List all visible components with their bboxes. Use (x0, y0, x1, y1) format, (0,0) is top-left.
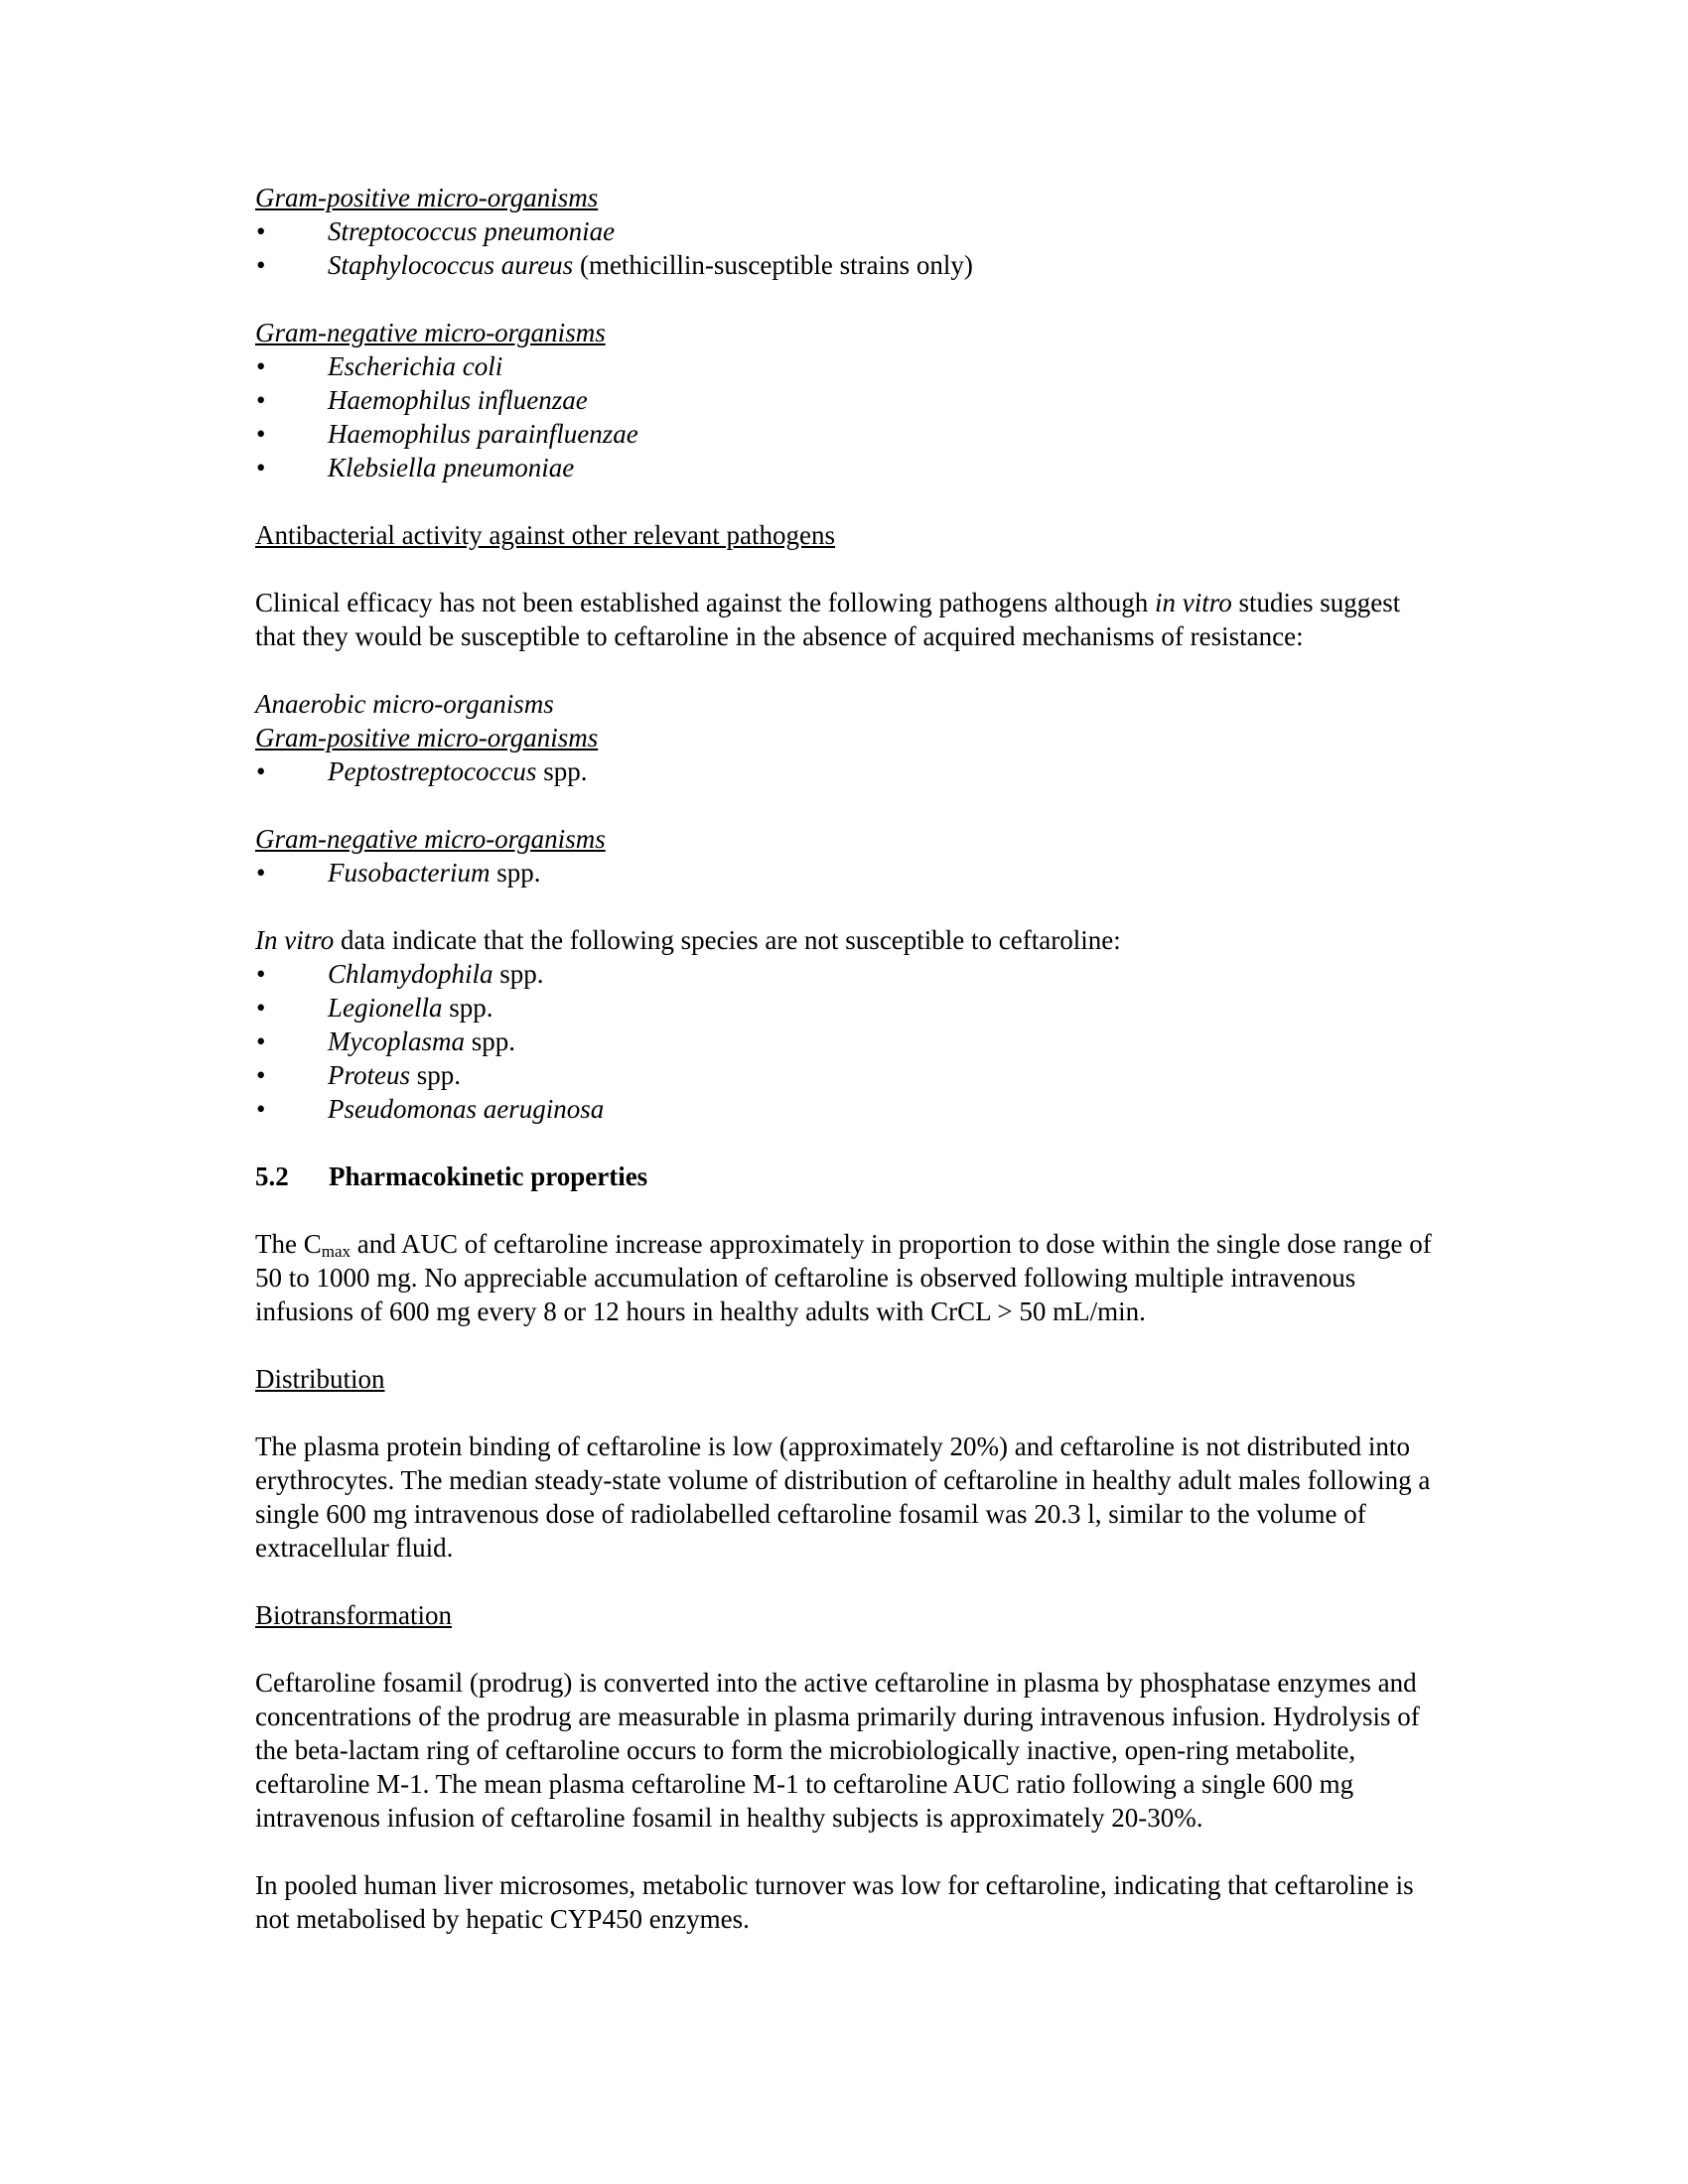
bullet-icon: • (256, 756, 266, 786)
list-item: • Klebsiella pneumoniae (256, 453, 575, 482)
list-item: • Chlamydophila spp. (256, 959, 544, 989)
other-pathogens-heading: Antibacterial activity against other relevant pathogens (255, 520, 836, 550)
anaerobic-gram-positive-heading: Gram-positive micro-organisms (255, 723, 599, 752)
biotransformation-paragraph-2: In pooled human liver microsomes, metabolic turnover was low for ceftaroline, indicating that ceftaroline is not metabolised by hepatic CYP450 enzymes. (255, 1870, 1414, 1934)
bullet-icon: • (256, 959, 266, 989)
distribution-heading: Distribution (255, 1364, 385, 1394)
bullet-icon: • (256, 453, 266, 482)
bullet-icon: • (256, 1060, 266, 1090)
anaerobic-gram-negative-heading: Gram-negative micro-organisms (255, 824, 606, 854)
document-page (255, 181, 1447, 1936)
list-item: • Pseudomonas aeruginosa (256, 1094, 605, 1124)
gram-negative-list (255, 349, 1447, 484)
bullet-icon: • (256, 250, 266, 280)
list-item: • Haemophilus parainfluenzae (256, 419, 638, 449)
list-item: • Haemophilus influenzae (256, 385, 588, 415)
section-number: 5.2 (255, 1161, 289, 1191)
pharmacokinetic-paragraph: The $C_{max}$ and AUC of ceftaroline increase approximately in proportion to dose within the single dose range of 50 to 1000 mg. No appreciable accumulation of ceftaroline is observed following multiple intravenous infusions of 600 mg every 8 or 12 hours in healthy adults with CrCL > 50 mL/min. (255, 1229, 1432, 1326)
not-susceptible-list (255, 957, 1447, 1126)
anaerobic-gram-positive-list (255, 754, 1447, 788)
list-item: • Escherichia coli (256, 351, 503, 381)
list-item: • Staphylococcus aureus (methicillin-susceptible strains only) (256, 250, 973, 280)
gram-positive-list (255, 214, 1447, 282)
bullet-icon: • (256, 858, 266, 887)
section-title: Pharmacokinetic properties (329, 1161, 648, 1191)
list-item: • Fusobacterium spp. (256, 858, 541, 887)
section-heading (255, 1160, 1447, 1193)
bullet-icon: • (256, 419, 266, 449)
other-pathogens-intro: Clinical efficacy has not been established against the following pathogens although in vitro studies suggest that they would be susceptible to ceftaroline in the absence of acquired mechanisms of resistance: (255, 588, 1401, 651)
list-item: • Legionella spp. (256, 993, 493, 1023)
biotransformation-heading: Biotransformation (255, 1600, 452, 1630)
list-item: • Mycoplasma spp. (256, 1026, 515, 1056)
anaerobic-gram-negative-list (255, 856, 1447, 889)
biotransformation-paragraph: Ceftaroline fosamil (prodrug) is converted into the active ceftaroline in plasma by phosphatase enzymes and concentrations of the prodrug are measurable in plasma primarily during intravenous infusion. Hydrolysis of the beta-lactam ring of ceftaroline occurs to form the microbiologically inactive, open-ring metabolite, ceftaroline M-1. The mean plasma ceftaroline M-1 to ceftaroline AUC ratio following a single 600 mg intravenous infusion of ceftaroline fosamil in healthy subjects is approximately 20-30%. (255, 1668, 1420, 1833)
anaerobic-heading: Anaerobic micro-organisms (255, 689, 554, 719)
bullet-icon: • (256, 385, 266, 415)
bullet-icon: • (256, 993, 266, 1023)
distribution-paragraph: The plasma protein binding of ceftaroline is low (approximately 20%) and ceftaroline is not distributed into erythrocytes. The median steady-state volume of distribution of ceftaroline in healthy adult males following a single 600 mg intravenous dose of radiolabelled ceftaroline fosamil was 20.3 l, similar to the volume of extracellular fluid. (255, 1432, 1431, 1563)
bullet-icon: • (256, 1026, 266, 1056)
list-item: • Streptococcus pneumoniae (256, 216, 616, 246)
list-item: • Proteus spp. (256, 1060, 462, 1090)
bullet-icon: • (256, 216, 266, 246)
bullet-icon: • (256, 1094, 266, 1124)
list-item: • Peptostreptococcus spp. (256, 756, 588, 786)
gram-negative-heading: Gram-negative micro-organisms (255, 318, 606, 347)
gram-positive-heading: Gram-positive micro-organisms (255, 183, 599, 212)
in-vitro-lead: In vitro data indicate that the following species are not susceptible to ceftaroline: (255, 925, 1121, 955)
bullet-icon: • (256, 351, 266, 381)
